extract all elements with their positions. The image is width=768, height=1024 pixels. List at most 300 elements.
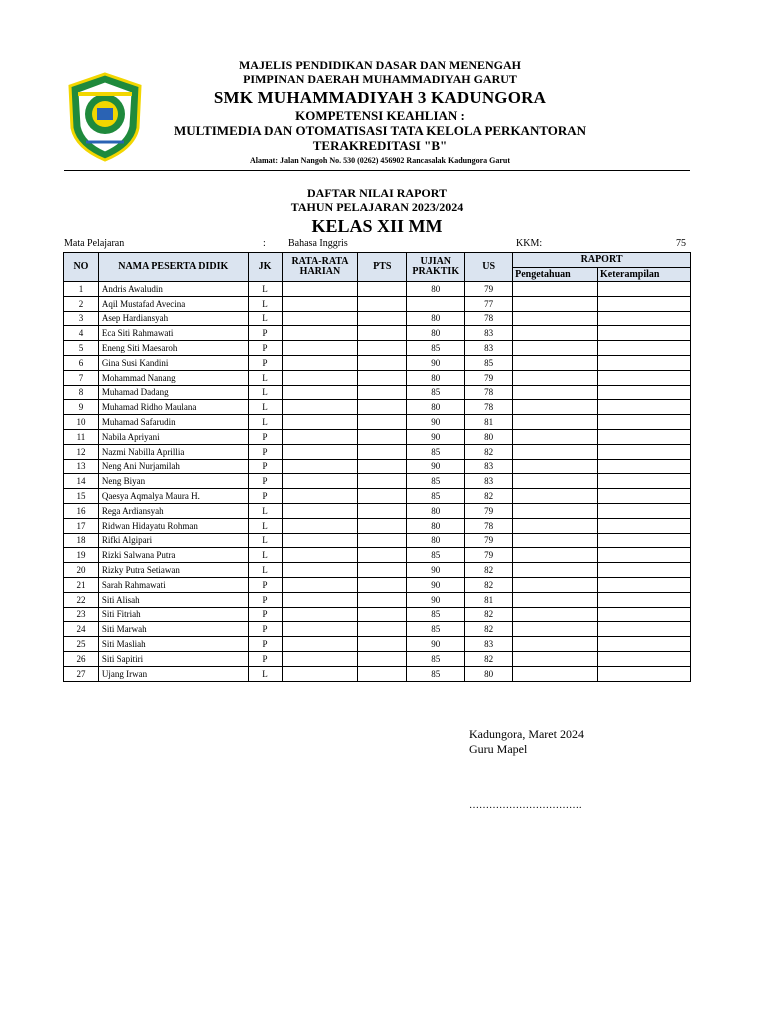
signature-line: ……………………………. [469,800,582,811]
cell-jk: L [248,415,282,430]
table-row [64,503,691,518]
cell-rata [282,459,358,474]
cell-name: Siti Sapitiri [98,651,248,666]
cell-pengetahuan [513,548,598,563]
cell-keterampilan [598,592,691,607]
doc-class: KELAS XII MM [311,216,443,236]
table-row [64,355,691,370]
cell-keterampilan [598,548,691,563]
cell-pts [358,607,407,622]
cell-ujian: 85 [407,607,465,622]
cell-keterampilan [598,282,691,297]
cell-rata [282,489,358,504]
cell-keterampilan [598,637,691,652]
table-row [64,474,691,489]
cell-name: Mohammad Nanang [98,370,248,385]
cell-pengetahuan [513,577,598,592]
cell-keterampilan [598,341,691,356]
cell-jk: P [248,622,282,637]
cell-keterampilan [598,400,691,415]
kkm-label: KKM: [516,238,543,249]
cell-ujian: 85 [407,489,465,504]
cell-name: Siti Marwah [98,622,248,637]
cell-keterampilan [598,489,691,504]
cell-pengetahuan [513,459,598,474]
cell-us: 78 [465,385,513,400]
cell-pts [358,503,407,518]
cell-us: 77 [465,296,513,311]
cell-ujian: 80 [407,370,465,385]
cell-rata [282,296,358,311]
cell-name: Rizki Salwana Putra [98,548,248,563]
cell-no: 4 [64,326,99,341]
subject-value: Bahasa Inggris [288,238,348,249]
cell-jk: P [248,341,282,356]
cell-name: Siti Alisah [98,592,248,607]
cell-rata [282,474,358,489]
cell-name: Andris Awaludin [98,282,248,297]
cell-jk: L [248,503,282,518]
cell-name: Asep Hardiansyah [98,311,248,326]
cell-pts [358,622,407,637]
table-row [64,326,691,341]
col-header-name: NAMA PESERTA DIDIK [98,253,248,282]
cell-name: Neng Ani Nurjamilah [98,459,248,474]
cell-pts [358,311,407,326]
cell-us: 79 [465,503,513,518]
cell-no: 13 [64,459,99,474]
cell-pengetahuan [513,503,598,518]
cell-pts [358,489,407,504]
col-header-jk: JK [248,253,282,282]
cell-pengetahuan [513,429,598,444]
cell-no: 10 [64,415,99,430]
cell-us: 78 [465,518,513,533]
cell-keterampilan [598,607,691,622]
cell-name: Ridwan Hidayatu Rohman [98,518,248,533]
cell-pengetahuan [513,311,598,326]
cell-jk: L [248,385,282,400]
cell-no: 17 [64,518,99,533]
cell-ujian: 90 [407,429,465,444]
cell-name: Eca Siti Rahmawati [98,326,248,341]
cell-jk: P [248,429,282,444]
cell-jk: P [248,489,282,504]
cell-pts [358,592,407,607]
cell-name: Ujang Irwan [98,666,248,681]
cell-name: Gina Susi Kandini [98,355,248,370]
col-header-pengetahuan: Pengetahuan [513,268,598,282]
cell-rata [282,341,358,356]
cell-name: Nabila Apriyani [98,429,248,444]
cell-us: 83 [465,341,513,356]
cell-pts [358,429,407,444]
cell-pengetahuan [513,296,598,311]
cell-pts [358,341,407,356]
cell-no: 23 [64,607,99,622]
cell-jk: L [248,400,282,415]
cell-ujian: 80 [407,400,465,415]
table-row [64,385,691,400]
table-row [64,311,691,326]
cell-jk: P [248,355,282,370]
cell-pengetahuan [513,592,598,607]
cell-rata [282,637,358,652]
cell-keterampilan [598,326,691,341]
cell-jk: P [248,637,282,652]
cell-ujian: 90 [407,415,465,430]
grades-body [64,282,691,682]
cell-pengetahuan [513,415,598,430]
cell-ujian: 90 [407,355,465,370]
cell-keterampilan [598,459,691,474]
cell-us: 80 [465,666,513,681]
cell-keterampilan [598,385,691,400]
cell-no: 19 [64,548,99,563]
cell-rata [282,326,358,341]
cell-no: 20 [64,563,99,578]
cell-pengetahuan [513,489,598,504]
cell-name: Rega Ardiansyah [98,503,248,518]
cell-ujian [407,296,465,311]
table-row [64,577,691,592]
cell-pts [358,385,407,400]
cell-pts [358,370,407,385]
cell-keterampilan [598,296,691,311]
cell-us: 82 [465,651,513,666]
cell-ujian: 85 [407,651,465,666]
header-leadership: PIMPINAN DAERAH MUHAMMADIYAH GARUT [243,72,517,86]
col-header-pts: PTS [358,253,407,282]
cell-us: 78 [465,311,513,326]
cell-pengetahuan [513,341,598,356]
cell-us: 81 [465,592,513,607]
cell-pts [358,400,407,415]
cell-rata [282,622,358,637]
doc-title: DAFTAR NILAI RAPORT [306,186,448,200]
col-header-us: US [465,253,513,282]
col-header-keterampilan: Keterampilan [598,268,691,282]
cell-no: 12 [64,444,99,459]
cell-no: 24 [64,622,99,637]
cell-keterampilan [598,429,691,444]
cell-keterampilan [598,474,691,489]
cell-pts [358,355,407,370]
cell-us: 79 [465,282,513,297]
header-competency-label: KOMPETENSI KEAHLIAN : [295,108,465,123]
header-competency: MULTIMEDIA DAN OTOMATISASI TATA KELOLA PERKANTORAN [173,123,587,138]
cell-jk: L [248,282,282,297]
cell-pts [358,415,407,430]
table-row [64,400,691,415]
cell-no: 11 [64,429,99,444]
cell-rata [282,651,358,666]
cell-pts [358,444,407,459]
cell-keterampilan [598,563,691,578]
cell-name: Muhamad Ridho Maulana [98,400,248,415]
cell-no: 1 [64,282,99,297]
table-row [64,429,691,444]
cell-pengetahuan [513,607,598,622]
school-logo-icon [66,72,144,162]
cell-name: Eneng Siti Maesaroh [98,341,248,356]
cell-ujian: 85 [407,341,465,356]
cell-jk: L [248,666,282,681]
table-row [64,666,691,681]
cell-jk: P [248,459,282,474]
cell-pts [358,459,407,474]
cell-pts [358,666,407,681]
cell-ujian: 80 [407,326,465,341]
kkm-value: 75 [676,238,686,249]
cell-rata [282,518,358,533]
cell-keterampilan [598,444,691,459]
col-header-raport: RAPORT [513,253,691,268]
doc-year: TAHUN PELAJARAN 2023/2024 [290,200,464,214]
table-row [64,622,691,637]
cell-ujian: 80 [407,518,465,533]
cell-ujian: 80 [407,311,465,326]
cell-us: 82 [465,563,513,578]
table-row [64,548,691,563]
cell-pengetahuan [513,370,598,385]
cell-name: Siti Masliah [98,637,248,652]
cell-no: 16 [64,503,99,518]
cell-pts [358,282,407,297]
cell-keterampilan [598,503,691,518]
cell-us: 79 [465,533,513,548]
cell-us: 83 [465,474,513,489]
cell-no: 7 [64,370,99,385]
cell-jk: P [248,326,282,341]
cell-us: 83 [465,459,513,474]
cell-jk: L [248,296,282,311]
cell-rata [282,311,358,326]
cell-pts [358,651,407,666]
cell-no: 21 [64,577,99,592]
table-row [64,563,691,578]
table-row [64,459,691,474]
table-row [64,607,691,622]
cell-ujian: 80 [407,533,465,548]
cell-pengetahuan [513,400,598,415]
cell-rata [282,548,358,563]
cell-ujian: 90 [407,592,465,607]
cell-jk: P [248,592,282,607]
cell-us: 81 [465,415,513,430]
cell-ujian: 90 [407,637,465,652]
cell-us: 78 [465,400,513,415]
cell-no: 25 [64,637,99,652]
cell-rata [282,429,358,444]
cell-rata [282,415,358,430]
header-council: MAJELIS PENDIDIKAN DASAR DAN MENENGAH [238,58,522,72]
cell-keterampilan [598,518,691,533]
col-header-ujian: UJIAN PRAKTIK [407,253,465,282]
cell-ujian: 85 [407,474,465,489]
signature-place-date: Kadungora, Maret 2024 [469,727,584,741]
cell-no: 8 [64,385,99,400]
table-row [64,518,691,533]
cell-rata [282,400,358,415]
cell-pengetahuan [513,637,598,652]
cell-no: 26 [64,651,99,666]
cell-name: Aqil Mustafad Avecina [98,296,248,311]
cell-pengetahuan [513,355,598,370]
table-row [64,282,691,297]
cell-name: Qaesya Aqmalya Maura H. [98,489,248,504]
cell-ujian: 85 [407,666,465,681]
cell-us: 79 [465,548,513,563]
cell-keterampilan [598,355,691,370]
cell-no: 5 [64,341,99,356]
table-row [64,341,691,356]
cell-pts [358,518,407,533]
cell-rata [282,503,358,518]
table-row [64,489,691,504]
cell-no: 9 [64,400,99,415]
cell-pengetahuan [513,651,598,666]
cell-ujian: 90 [407,563,465,578]
cell-jk: L [248,563,282,578]
cell-us: 80 [465,429,513,444]
cell-name: Nazmi Nabilla Aprillia [98,444,248,459]
cell-keterampilan [598,651,691,666]
cell-pts [358,548,407,563]
cell-pts [358,577,407,592]
header-accreditation: TERAKREDITASI "B" [312,138,448,153]
cell-name: Rifki Algipari [98,533,248,548]
table-row [64,533,691,548]
cell-us: 83 [465,326,513,341]
table-row [64,651,691,666]
cell-ujian: 80 [407,282,465,297]
cell-jk: L [248,518,282,533]
table-row [64,370,691,385]
table-row [64,415,691,430]
cell-rata [282,563,358,578]
cell-pts [358,296,407,311]
cell-name: Rizky Putra Setiawan [98,563,248,578]
cell-pts [358,474,407,489]
cell-no: 2 [64,296,99,311]
subject-colon: : [263,238,266,249]
cell-rata [282,533,358,548]
cell-us: 85 [465,355,513,370]
cell-ujian: 80 [407,503,465,518]
signature-role: Guru Mapel [469,742,528,756]
cell-rata [282,444,358,459]
table-row [64,592,691,607]
cell-name: Neng Biyan [98,474,248,489]
cell-jk: P [248,607,282,622]
cell-keterampilan [598,577,691,592]
cell-pengetahuan [513,533,598,548]
cell-jk: P [248,444,282,459]
cell-keterampilan [598,415,691,430]
cell-no: 6 [64,355,99,370]
cell-rata [282,385,358,400]
cell-jk: P [248,577,282,592]
cell-jk: L [248,370,282,385]
cell-rata [282,370,358,385]
cell-ujian: 85 [407,622,465,637]
cell-no: 14 [64,474,99,489]
cell-pengetahuan [513,666,598,681]
cell-rata [282,592,358,607]
header-divider [64,170,690,171]
cell-no: 3 [64,311,99,326]
cell-keterampilan [598,533,691,548]
cell-pts [358,563,407,578]
cell-pengetahuan [513,518,598,533]
cell-us: 82 [465,489,513,504]
cell-rata [282,577,358,592]
col-header-rata: RATA-RATA HARIAN [282,253,358,282]
cell-pengetahuan [513,282,598,297]
cell-jk: L [248,311,282,326]
cell-keterampilan [598,622,691,637]
cell-keterampilan [598,311,691,326]
cell-rata [282,607,358,622]
cell-no: 15 [64,489,99,504]
cell-ujian: 85 [407,385,465,400]
cell-pts [358,533,407,548]
cell-ujian: 90 [407,459,465,474]
cell-pengetahuan [513,474,598,489]
cell-us: 82 [465,607,513,622]
cell-keterampilan [598,370,691,385]
cell-name: Muhamad Dadang [98,385,248,400]
header-address: Alamat: Jalan Nangoh No. 530 (0262) 456902 Rancasalak Kadungora Garut [249,156,510,165]
header-school-name: SMK MUHAMMADIYAH 3 KADUNGORA [213,88,547,107]
cell-name: Muhamad Safarudin [98,415,248,430]
cell-no: 18 [64,533,99,548]
cell-no: 27 [64,666,99,681]
cell-pengetahuan [513,444,598,459]
grades-table [63,252,691,682]
cell-name: Siti Fitriah [98,607,248,622]
cell-us: 82 [465,444,513,459]
cell-us: 82 [465,577,513,592]
cell-no: 22 [64,592,99,607]
cell-pts [358,637,407,652]
cell-jk: L [248,533,282,548]
cell-us: 79 [465,370,513,385]
subject-label: Mata Pelajaran [64,238,125,249]
table-row [64,637,691,652]
cell-keterampilan [598,666,691,681]
cell-ujian: 85 [407,548,465,563]
cell-rata [282,666,358,681]
cell-pengetahuan [513,385,598,400]
cell-ujian: 85 [407,444,465,459]
col-header-no: NO [64,253,99,282]
cell-us: 82 [465,622,513,637]
cell-pengetahuan [513,326,598,341]
table-row [64,444,691,459]
cell-pengetahuan [513,563,598,578]
cell-pts [358,326,407,341]
cell-us: 83 [465,637,513,652]
table-row [64,296,691,311]
cell-ujian: 90 [407,577,465,592]
cell-jk: L [248,548,282,563]
cell-jk: P [248,474,282,489]
cell-rata [282,355,358,370]
cell-rata [282,282,358,297]
cell-jk: P [248,651,282,666]
